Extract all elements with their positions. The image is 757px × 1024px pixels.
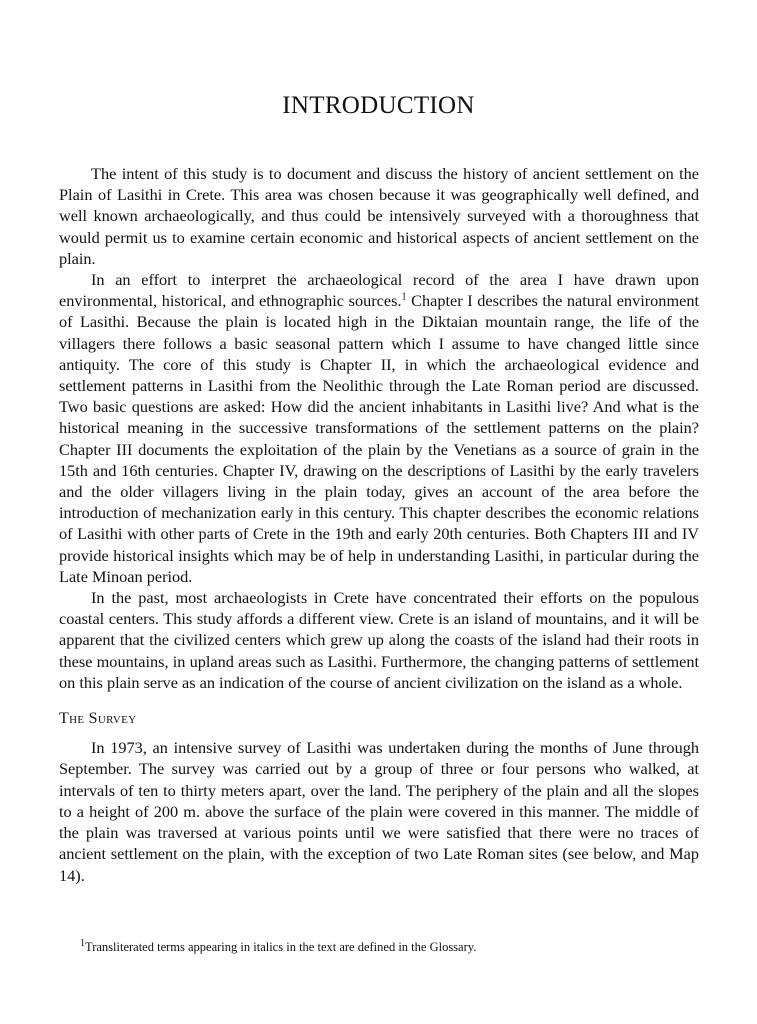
- footnote-reference[interactable]: 1: [401, 291, 407, 303]
- page-title: INTRODUCTION: [282, 92, 475, 119]
- footnote: [80, 937, 477, 955]
- paragraph-2-part-b: Chapter I describes the natural environment of Lasithi. Because the plain is located high in the Diktaian mountain range, the life of the villagers there follows a basic seasonal pattern which I assume to have changed little since antiquity. The core of this study is Chapter II, in which the archaeological evidence and settlement patterns in Lasithi from the Neolithic through the Late Roman period are discussed. Two basic questions are asked: How did the ancient inhabitants in Lasithi live? And what is the historical meaning in the successive transformations of the settlement patterns on the plain? Chapter III documents the exploitation of the plain by the Venetians as a source of grain in the 15th and 16th centuries. Chapter IV, drawing on the descriptions of Lasithi by the early travelers and the older villagers living in the plain today, gives an account of the area before the introduction of mechanization early in this century. This chapter describes the economic relations of Lasithi with other parts of Crete in the 19th and early 20th centuries. Both Chapters III and IV provide historical insights which may be of help in understanding Lasithi, in particular during the Late Minoan period.: [59, 291, 699, 586]
- paragraph-2: [59, 269, 699, 587]
- footnote-text: Transliterated terms appearing in italics in the text are defined in the Glossary.: [85, 940, 477, 954]
- paragraph-3: In the past, most archaeologists in Crete have concentrated their efforts on the populous coastal centers. This study affords a different view. Crete is an island of mountains, and it will be apparent that the civilized centers which grew up along the coasts of the island had their roots in these mountains, in upland areas such as Lasithi. Furthermore, the changing patterns of settlement on this plain serve as an indication of the course of ancient civilization on the island as a whole.: [59, 588, 699, 692]
- body-text: [59, 163, 699, 886]
- paragraph-1: The intent of this study is to document and discuss the history of ancient settlement on the Plain of Lasithi in Crete. This area was chosen because it was geographically well defined, and well known archaeologically, and thus could be intensively surveyed with a thoroughness that would permit us to examine certain economic and historical aspects of ancient settlement on the plain.: [59, 164, 699, 268]
- footnote-mark: 1: [80, 937, 85, 949]
- survey-paragraph: In 1973, an intensive survey of Lasithi was undertaken during the months of June through September. The survey was carried out by a group of three or four persons who walked, at intervals of ten to thirty meters apart, over the land. The periphery of the plain and all the slopes to a height of 200 m. above the surface of the plain were covered in this manner. The middle of the plain was traversed at various points until we were satisfied that there were no traces of ancient settlement on the plain, with the exception of two Late Roman sites (see below, and Map 14).: [59, 738, 699, 885]
- section-heading-survey: The Survey: [59, 710, 137, 728]
- paragraph-2-part-a: In an effort to interpret the archaeological record of the area I have drawn upon environmental, historical, and ethnographic sources.: [59, 270, 699, 311]
